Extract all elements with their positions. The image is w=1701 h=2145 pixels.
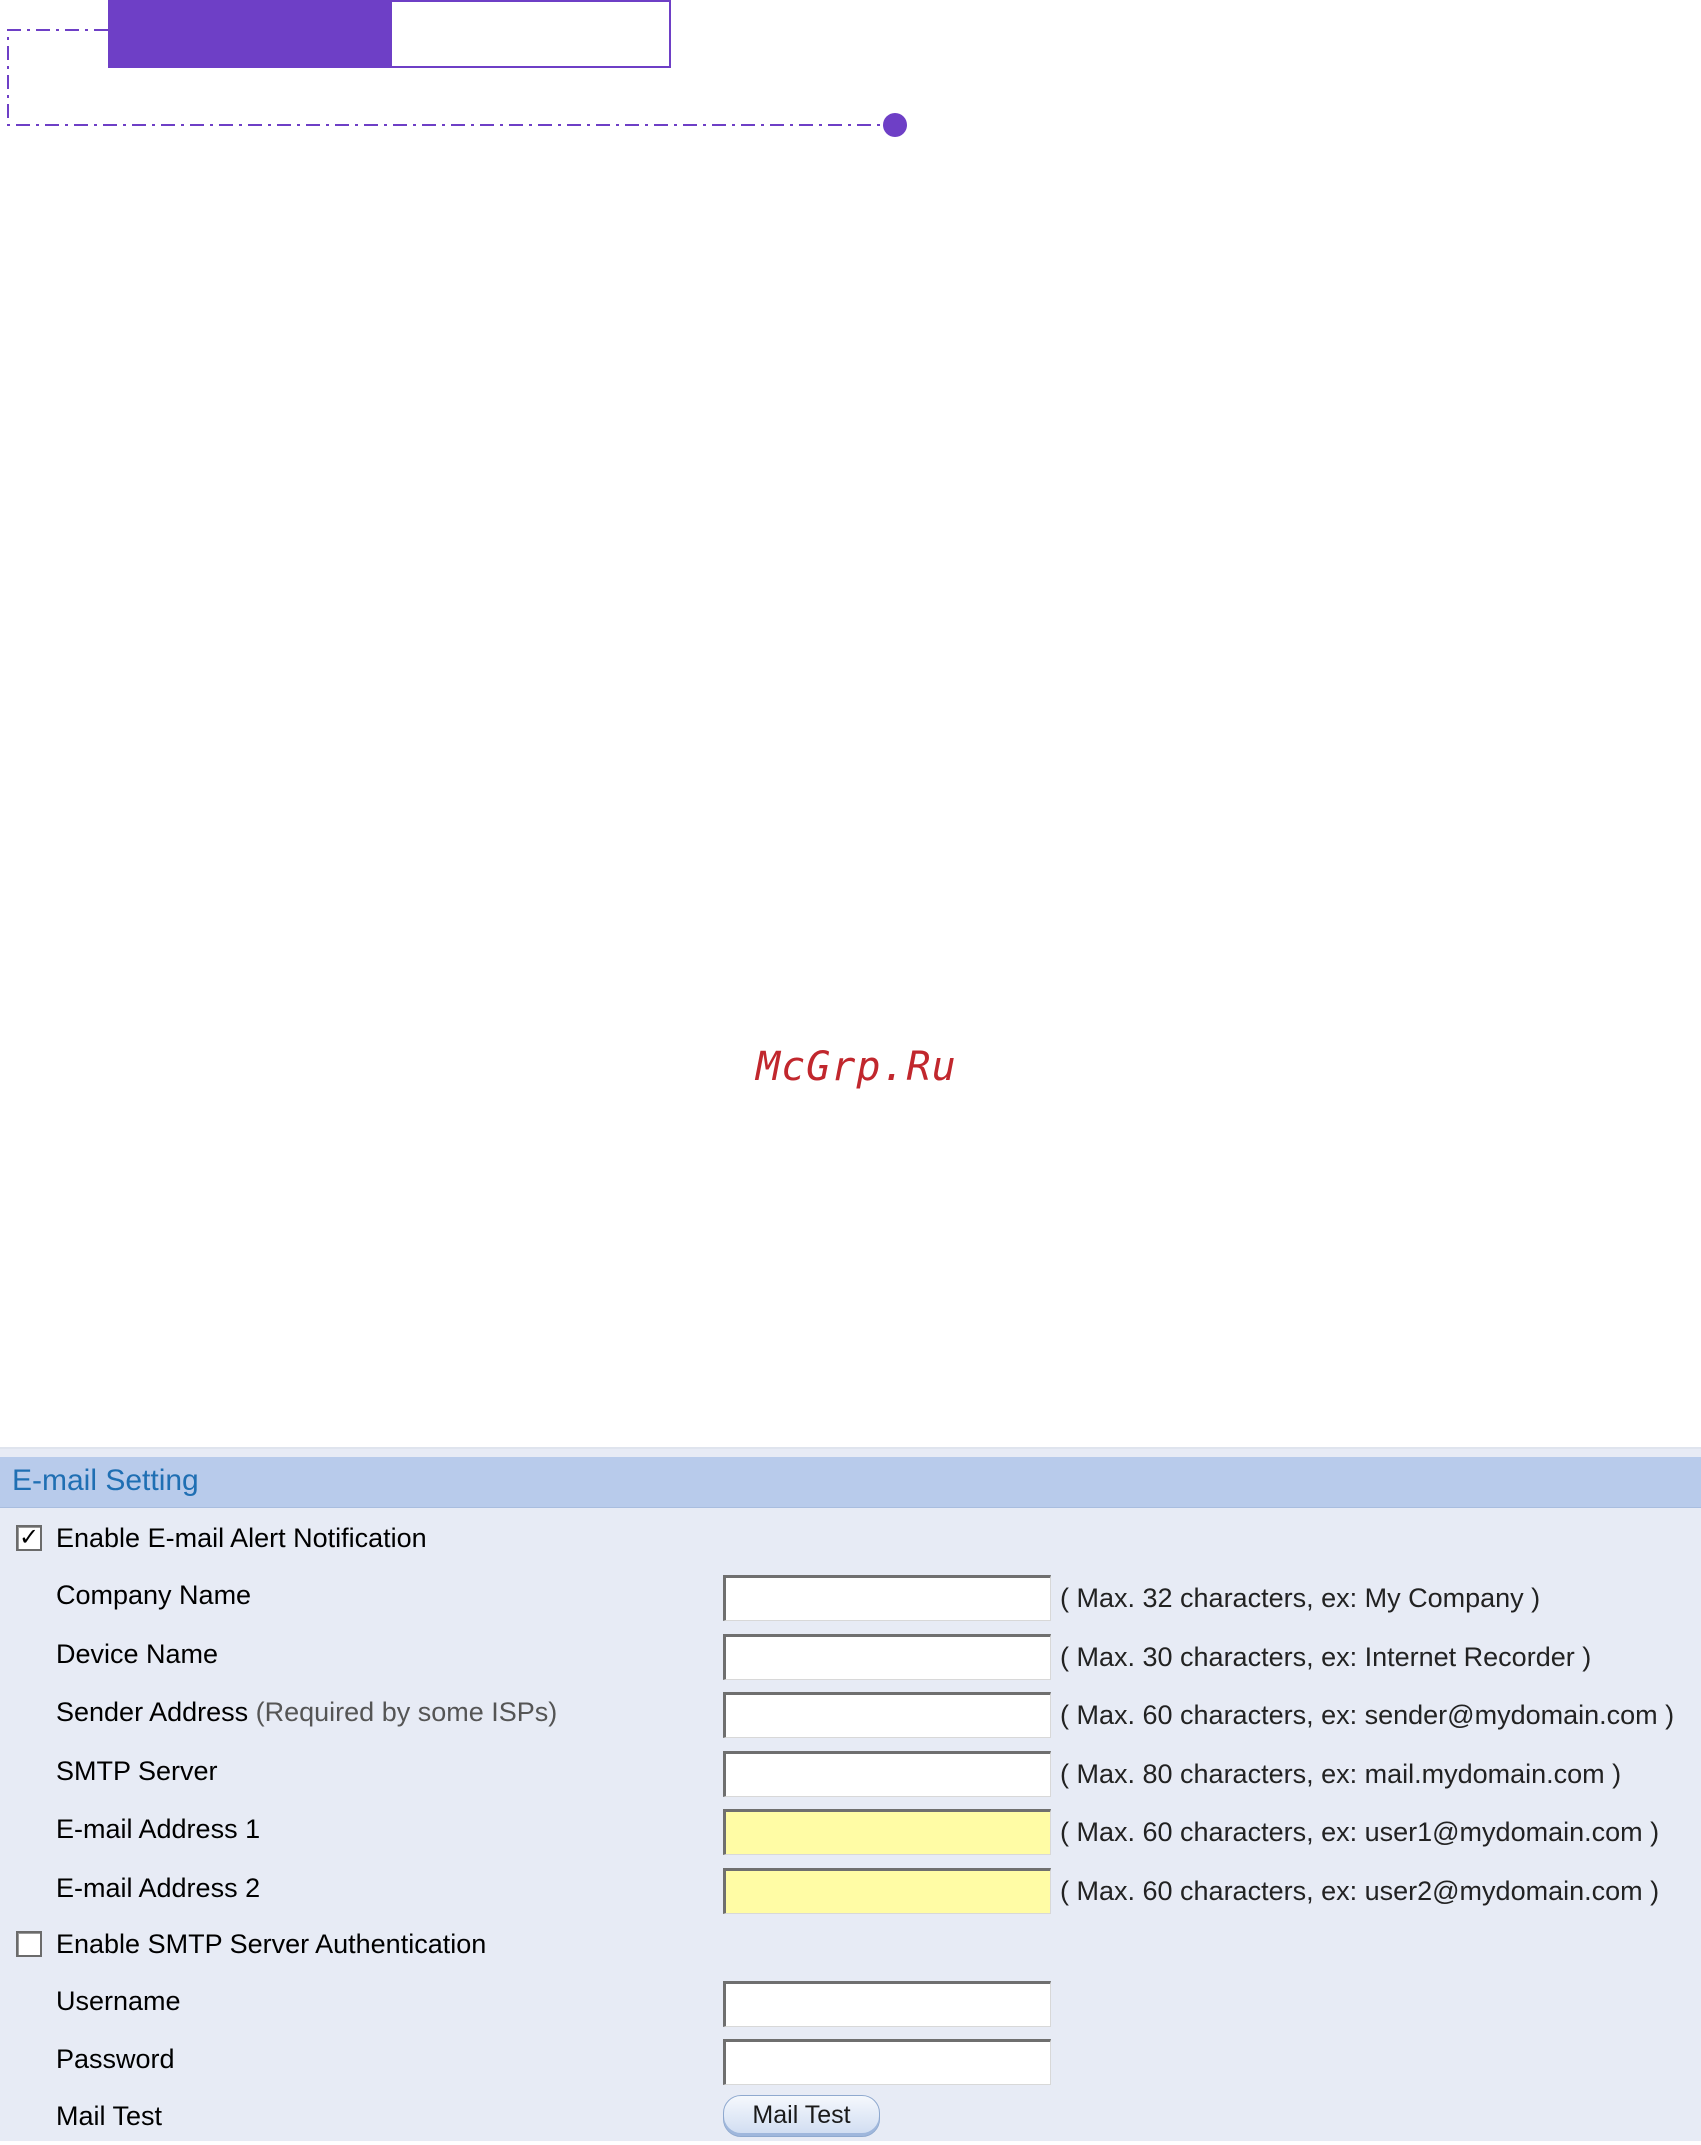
enable-alert-label: Enable E-mail Alert Notification [56,1523,427,1553]
device-name-row [0,1627,1701,1683]
company-name-input[interactable] [723,1575,1051,1621]
username-label: Username [56,1986,181,2016]
password-row [0,2032,1701,2088]
panel-title: E-mail Setting [12,1464,199,1497]
smtp-server-hint: ( Max. 80 characters, ex: mail.mydomain.com ) [1060,1759,1622,1789]
email-address-2-label: E-mail Address 2 [56,1873,261,1903]
mail-test-label: Mail Test [56,2101,163,2131]
mail-test-row [0,2089,1701,2145]
email-address-1-input[interactable] [723,1809,1051,1855]
sender-address-note: (Required by some ISPs) [255,1697,558,1727]
device-name-label: Device Name [56,1639,219,1669]
sender-address-label-text: Sender Address [56,1697,249,1727]
device-name-input[interactable] [723,1634,1051,1680]
mail-test-button[interactable]: Mail Test [723,2095,880,2137]
company-name-row [0,1568,1701,1624]
sender-address-row [0,1685,1701,1741]
email-address-2-row [0,1861,1701,1917]
sender-address-hint: ( Max. 60 characters, ex: sender@mydomain.com ) [1060,1700,1675,1730]
username-row [0,1974,1701,2030]
enable-alert-checkbox[interactable]: ✓ [16,1525,42,1551]
password-label: Password [56,2044,175,2074]
enable-alert-row [0,1511,1701,1567]
sender-address-label [56,1697,557,1728]
smtp-server-input[interactable] [723,1751,1051,1797]
company-name-label: Company Name [56,1580,252,1610]
panel-header [0,1457,1701,1508]
enable-auth-label: Enable SMTP Server Authentication [56,1929,487,1959]
dash-dot-connector [0,0,920,140]
email-address-2-input[interactable] [723,1868,1051,1914]
email-address-2-hint: ( Max. 60 characters, ex: user2@mydomain.com ) [1060,1876,1660,1906]
email-setting-panel [0,1447,1701,2141]
username-input[interactable] [723,1981,1051,2027]
smtp-server-label: SMTP Server [56,1756,218,1786]
sender-address-input[interactable] [723,1692,1051,1738]
company-name-hint: ( Max. 32 characters, ex: My Company ) [1060,1583,1541,1613]
smtp-server-row [0,1744,1701,1800]
connector-dot [883,113,907,137]
device-name-hint: ( Max. 30 characters, ex: Internet Recorder ) [1060,1642,1592,1672]
watermark: McGrp.Ru [756,1044,957,1090]
email-address-1-hint: ( Max. 60 characters, ex: user1@mydomain.com ) [1060,1817,1660,1847]
email-address-1-row [0,1802,1701,1858]
enable-auth-checkbox[interactable] [16,1931,42,1957]
password-input[interactable] [723,2039,1051,2085]
enable-auth-row [0,1917,1701,1973]
email-address-1-label: E-mail Address 1 [56,1814,261,1844]
